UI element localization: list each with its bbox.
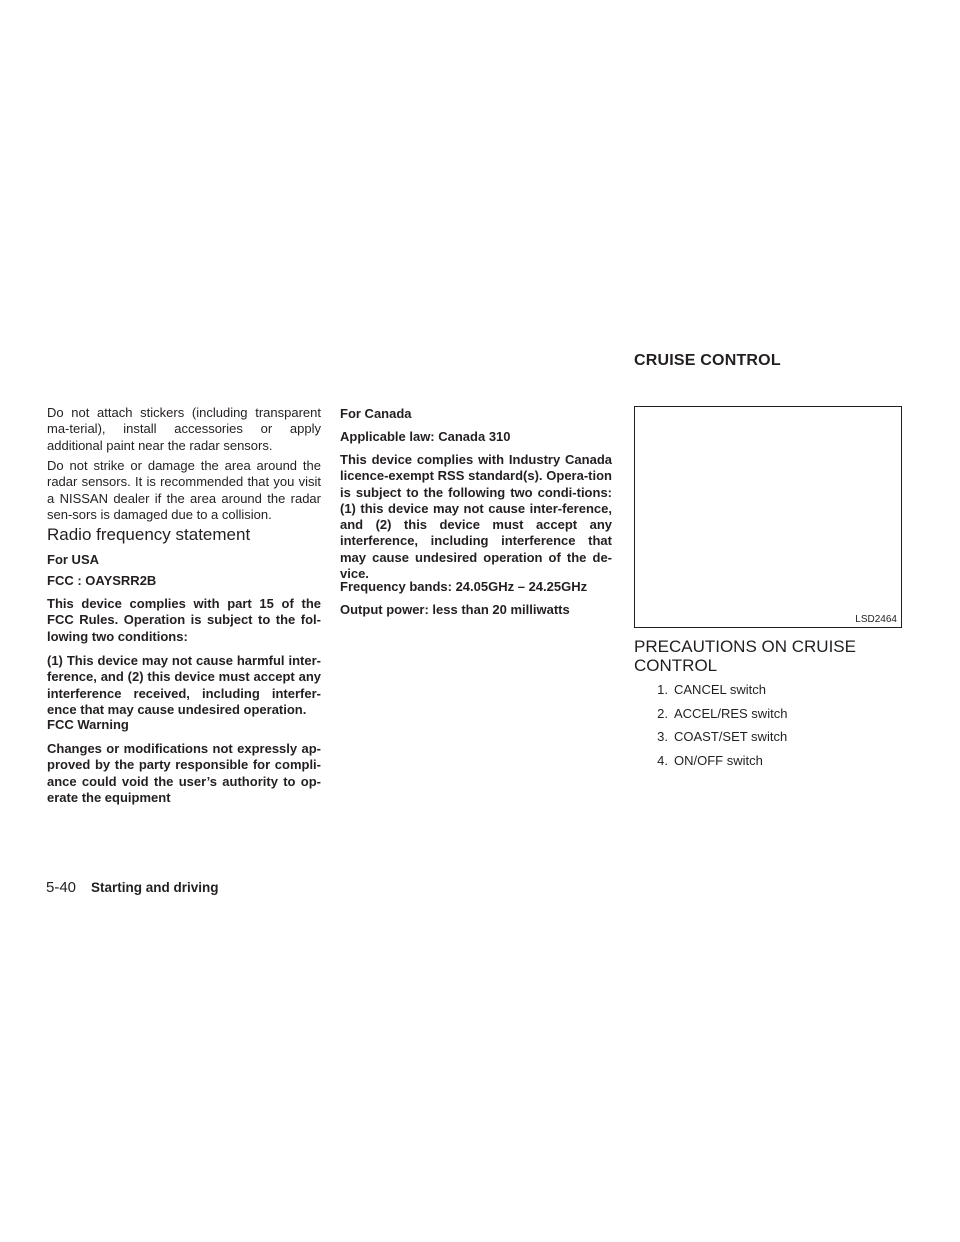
output-power: Output power: less than 20 milliwatts bbox=[340, 602, 570, 617]
list-item bbox=[650, 753, 890, 769]
list-item-label: COAST/SET switch bbox=[674, 729, 788, 745]
page-number: 5-40 bbox=[46, 879, 77, 896]
fcc-conditions: (1) This device may not cause harmful inter-ference, and (2) this device must accept any interference received, including interfer-ence that may cause undesired operation. bbox=[47, 653, 321, 717]
switch-list bbox=[650, 682, 890, 777]
precautions-heading: PRECAUTIONS ON CRUISE CONTROL bbox=[634, 637, 856, 675]
list-item-number: 3. bbox=[657, 729, 668, 745]
fcc-conditions-intro: This device complies with part 15 of the FCC Rules. Operation is subject to the fol-lowing two conditions: bbox=[47, 596, 321, 644]
list-item-number: 1. bbox=[657, 682, 668, 697]
list-item-label: ACCEL/RES switch bbox=[674, 705, 788, 721]
paragraph-stickers: Do not attach stickers (including transparent ma-terial), install accessories or apply additional paint near the radar sensors. bbox=[47, 405, 321, 453]
chapter-title: Starting and driving bbox=[91, 880, 219, 895]
list-item-number: 2. bbox=[657, 705, 668, 721]
radio-frequency-heading: Radio frequency statement bbox=[47, 525, 251, 544]
section-header: CRUISE CONTROL bbox=[634, 352, 781, 369]
frequency-bands: Frequency bands: 24.05GHz – 24.25GHz bbox=[340, 579, 588, 594]
canada-law: Applicable law: Canada 310 bbox=[340, 429, 511, 444]
list-item-label: CANCEL switch bbox=[674, 682, 766, 697]
list-item bbox=[650, 682, 890, 698]
figure-code: LSD2464 bbox=[855, 614, 897, 625]
canada-label: For Canada bbox=[340, 406, 412, 421]
list-item-label: ON/OFF switch bbox=[674, 753, 763, 769]
list-item-number: 4. bbox=[657, 753, 668, 769]
cruise-control-figure bbox=[634, 406, 902, 628]
list-item bbox=[650, 706, 890, 722]
fcc-id: FCC : OAYSRR2B bbox=[47, 573, 157, 588]
usa-label: For USA bbox=[47, 552, 99, 567]
fcc-warning-label: FCC Warning bbox=[47, 717, 129, 732]
paragraph-strike: Do not strike or damage the area around the radar sensors. It is recommended that you visit a NISSAN dealer if the area around the radar sen-sors is damaged due to a collision. bbox=[47, 458, 321, 522]
fcc-warning-text: Changes or modifications not expressly ap-proved by the party responsible for compli-ance could void the user’s authority to op-erate the equipment bbox=[47, 741, 321, 805]
industry-canada-text: This device complies with Industry Canada licence-exempt RSS standard(s). Opera-tion is subject to the following two condi-tions: (1) this device may not cause inter-ference, and (2) this device must accept any interference, including interference that may cause undesired operation of the de-vice. bbox=[340, 452, 612, 582]
list-item bbox=[650, 729, 890, 745]
